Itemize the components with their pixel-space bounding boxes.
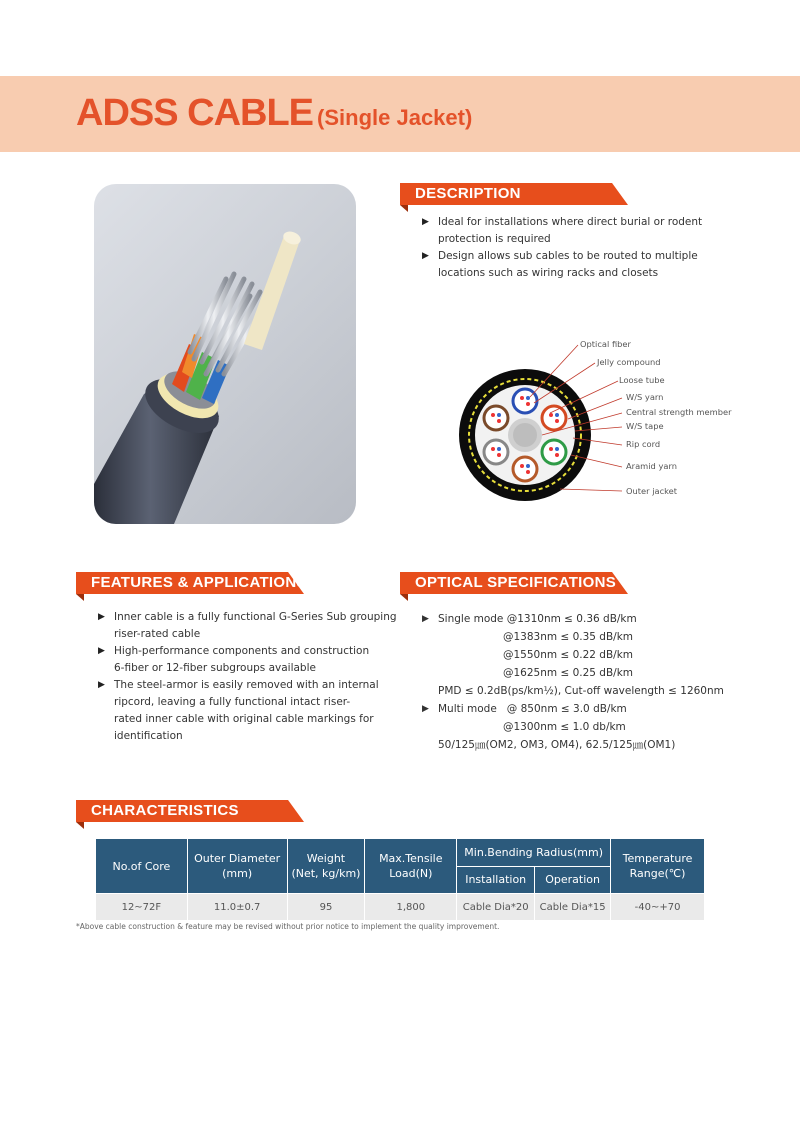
description-line: ▶ Ideal for installations where direct burial or rodent (438, 216, 703, 228)
features-item (98, 643, 398, 677)
features-line: ▶ High-performance components and construction (114, 645, 370, 657)
header-outer-diameter (187, 839, 287, 894)
features-list (98, 609, 398, 745)
description-heading-text: DESCRIPTION (415, 185, 521, 202)
characteristics-heading-text: CHARACTERISTICS (91, 802, 239, 819)
optical-heading-text: OPTICAL SPECIFICATIONS (415, 574, 617, 591)
multi-mode-spec: @1300nm ≤ 1.0 db/km (503, 721, 626, 733)
header-line: Load(N) (389, 867, 433, 880)
table-cell: 12~72F (96, 894, 188, 921)
description-list (422, 214, 742, 282)
title-main: ADSS CABLE (76, 92, 314, 134)
features-heading-text: FEATURES & APPLICATIONS (91, 574, 307, 591)
features-line: ripcord, leaving a fully functional intact riser- (114, 696, 351, 708)
fiber-types-spec: 50/125㎛(OM2, OM3, OM4), 62.5/125㎛(OM1) (438, 739, 676, 751)
features-line: 6-fiber or 12-fiber subgroups available (114, 662, 316, 674)
pmd-spec: PMD ≤ 0.2dB(ps/km½), Cut-off wavelength ≤ 1260nm (438, 685, 724, 697)
title-sub: (Single Jacket) (317, 105, 473, 130)
multi-mode-spec: Multi mode @ 850nm ≤ 3.0 dB/km (438, 703, 627, 715)
features-line: rated inner cable with original cable markings for (114, 713, 374, 725)
header-operation: Operation (535, 866, 611, 894)
table-cell: Cable Dia*15 (535, 894, 611, 921)
features-line: riser-rated cable (114, 628, 201, 640)
table-cell: -40~+70 (611, 894, 705, 921)
header-core: No.of Core (96, 839, 188, 894)
single-mode-spec: @1625nm ≤ 0.25 dB/km (503, 667, 634, 679)
diagram-label: Loose tube (619, 375, 665, 385)
bullet-icon: ▶ (422, 704, 429, 714)
diagram-label: Central strength member (626, 407, 732, 417)
bullet-icon: ▶ (422, 614, 429, 624)
header-temperature (611, 839, 705, 894)
header-line: Temperature (622, 852, 693, 865)
features-line: ▶ Inner cable is a fully functional G-Series Sub grouping (114, 611, 397, 623)
single-mode-spec: Single mode @1310nm ≤ 0.36 dB/km (438, 613, 637, 625)
features-heading (76, 572, 307, 594)
header-line: Outer Diameter (194, 852, 281, 865)
diagram-label: Jelly compound (597, 357, 661, 367)
diagram-label: Rip cord (626, 439, 661, 449)
header-line: Range(℃) (629, 867, 686, 880)
table-cell: 1,800 (365, 894, 457, 921)
description-item (422, 214, 742, 248)
footnote: *Above cable construction & feature may be revised without prior notice to implement the quality improvement. (76, 922, 500, 931)
diagram-label: Optical fiber (580, 339, 631, 349)
features-item (98, 677, 398, 745)
header-line: (mm) (222, 867, 253, 880)
cable-photo (94, 184, 356, 524)
diagram-label: Outer jacket (626, 486, 678, 496)
features-line: identification (114, 730, 183, 742)
cable-cross-section-diagram (450, 335, 750, 505)
diagram-label: W/S tape (626, 421, 664, 431)
description-line: ▶ Design allows sub cables to be routed to multiple (438, 250, 698, 262)
description-line: protection is required (438, 233, 551, 245)
table-row (96, 894, 705, 921)
page-title (76, 92, 472, 135)
characteristics-table (95, 838, 705, 921)
table-cell: 11.0±0.7 (187, 894, 287, 921)
single-mode-spec: @1383nm ≤ 0.35 dB/km (503, 631, 634, 643)
description-line: locations such as wiring racks and closets (438, 267, 659, 279)
header-line: (Net, kg/km) (291, 867, 361, 880)
header-installation: Installation (457, 866, 535, 894)
description-item (422, 248, 742, 282)
header-line: Max.Tensile (379, 852, 443, 865)
header-weight (287, 839, 365, 894)
table-cell: Cable Dia*20 (457, 894, 535, 921)
header-bending-radius: Min.Bending Radius(mm) (457, 839, 611, 867)
table-cell: 95 (287, 894, 365, 921)
features-item (98, 609, 398, 643)
optical-heading (400, 572, 628, 594)
diagram-label: W/S yarn (626, 392, 664, 402)
header-line: Weight (306, 852, 346, 865)
header-tensile (365, 839, 457, 894)
diagram-label: Aramid yarn (626, 461, 677, 471)
features-line: ▶ The steel-armor is easily removed with an internal (114, 679, 379, 691)
description-heading (400, 183, 628, 205)
characteristics-heading (76, 800, 304, 822)
single-mode-spec: @1550nm ≤ 0.22 dB/km (503, 649, 634, 661)
